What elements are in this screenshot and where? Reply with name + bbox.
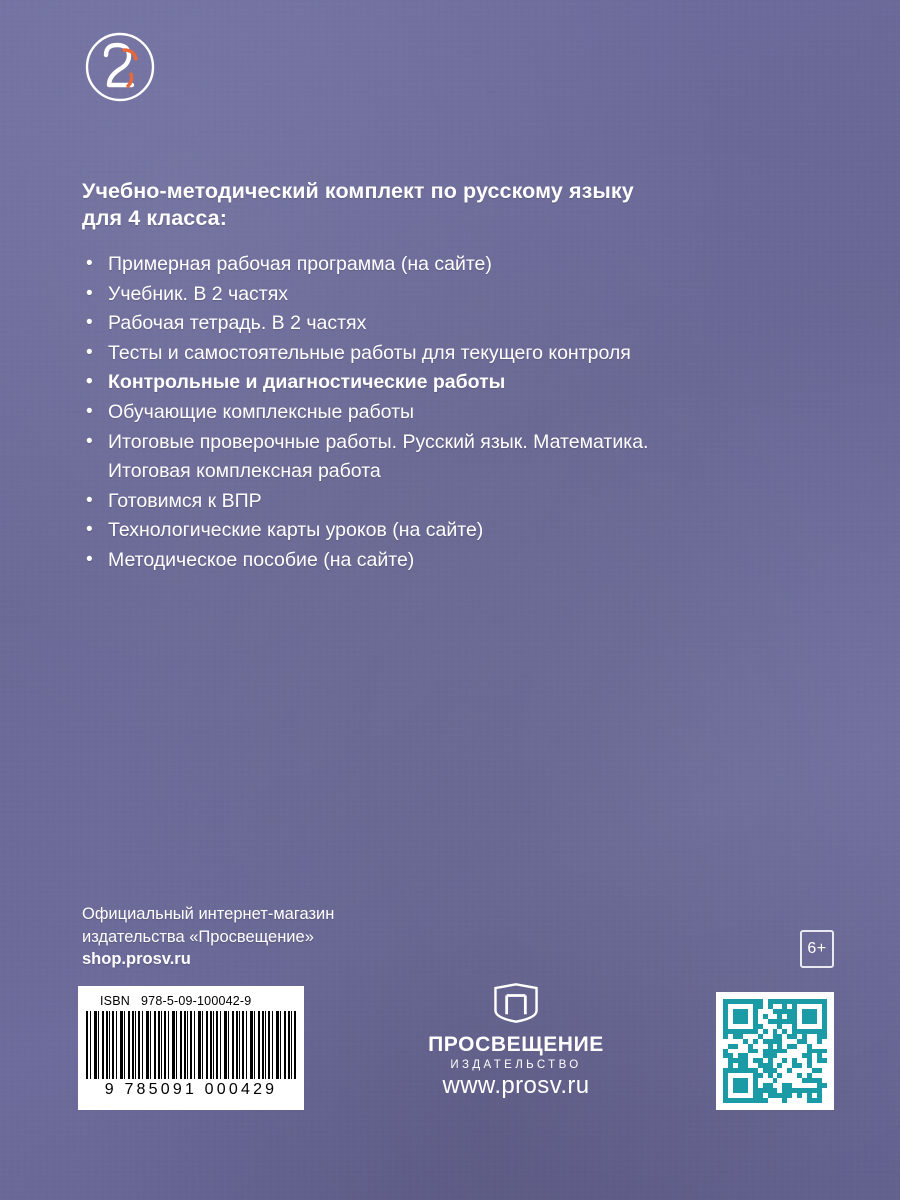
list-item: • Готовимся к ВПР bbox=[82, 487, 802, 517]
isbn-text bbox=[100, 994, 296, 1008]
publisher-name: ПРОСВЕЩЕНИЕ bbox=[428, 1033, 604, 1056]
list-item: • Тесты и самостоятельные работы для текущего контроля bbox=[82, 339, 802, 369]
publisher-subtitle: ИЗДАТЕЛЬСТВО bbox=[450, 1059, 582, 1071]
list-item: • Итоговые проверочные работы. Русский язык. Математика. bbox=[82, 428, 802, 458]
list-item: • Обучающие комплексные работы bbox=[82, 398, 802, 428]
prosveshchenie-logo-icon bbox=[84, 28, 156, 106]
list-item: • Рабочая тетрадь. В 2 частях bbox=[82, 309, 802, 339]
list-item: • Методическое пособие (на сайте) bbox=[82, 546, 802, 576]
shop-line-2: издательства «Просвещение» bbox=[82, 927, 314, 946]
list-item-continuation: Итоговая комплексная работа bbox=[108, 460, 381, 483]
shop-line-1: Официальный интернет-магазин bbox=[82, 905, 335, 923]
list-item: • Технологические карты уроков (на сайте) bbox=[82, 516, 802, 546]
shop-url[interactable]: shop.prosv.ru bbox=[82, 950, 191, 968]
kit-heading-line2: для 4 класса: bbox=[82, 206, 227, 230]
barcode-bars bbox=[86, 1011, 296, 1079]
barcode-digits: 9 785091 000429 bbox=[104, 1081, 278, 1098]
kit-list bbox=[82, 250, 802, 576]
kit-heading-line1: Учебно-методический комплект по русскому языку bbox=[82, 179, 634, 203]
qr-code-grid bbox=[723, 999, 827, 1103]
publisher-mark bbox=[396, 982, 636, 1071]
publisher-website[interactable]: www.prosv.ru bbox=[442, 1072, 590, 1099]
isbn-value: 978-5-09-100042-9 bbox=[141, 994, 252, 1008]
kit-heading bbox=[82, 178, 742, 232]
online-shop-block bbox=[82, 903, 334, 971]
isbn-label: ISBN bbox=[100, 994, 130, 1008]
prosveshchenie-mark-icon bbox=[396, 982, 636, 1029]
list-item-highlighted: • Контрольные и диагностические работы bbox=[82, 368, 802, 398]
list-item: • Примерная рабочая программа (на сайте) bbox=[82, 250, 802, 280]
age-rating-badge: 6+ bbox=[800, 930, 834, 968]
list-item: • Учебник. В 2 частях bbox=[82, 280, 802, 310]
barcode bbox=[78, 986, 304, 1110]
qr-code-icon[interactable] bbox=[716, 992, 834, 1110]
